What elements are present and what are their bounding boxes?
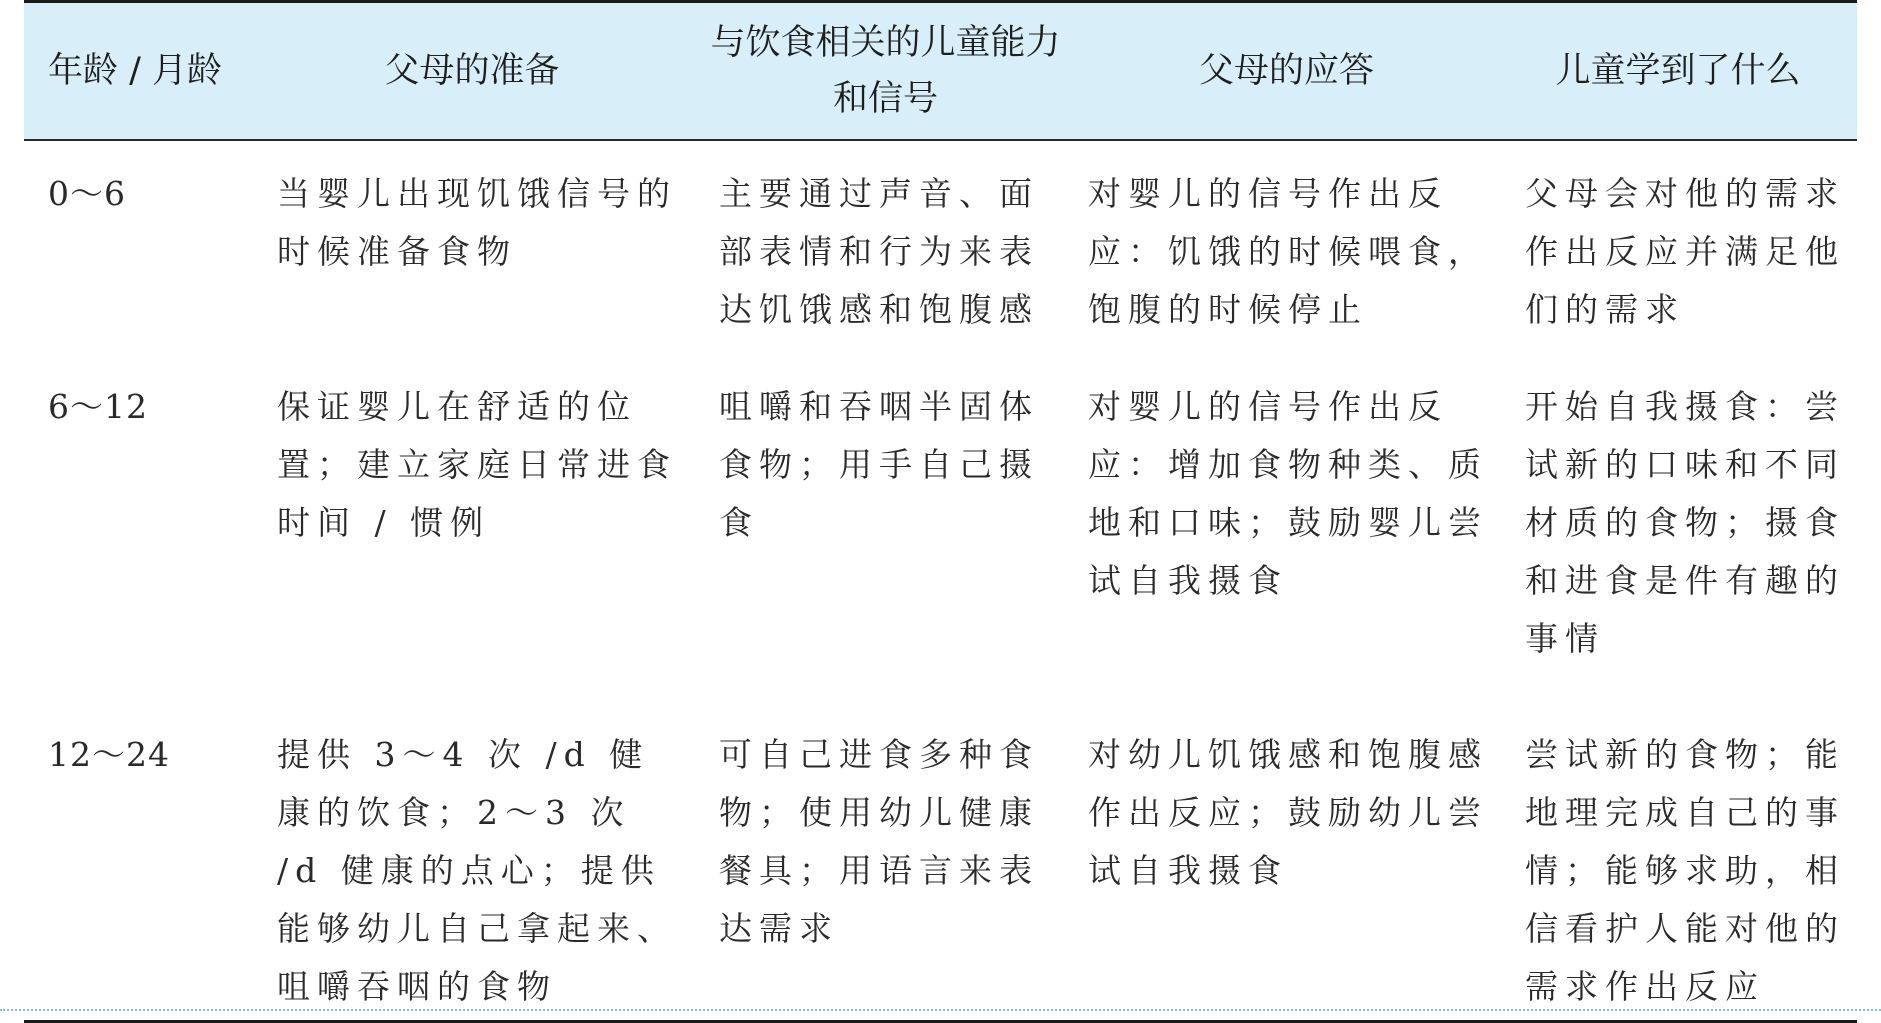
cell-parent-preparation: 保证婴儿在舒适的位置；建立家庭日常进食时间 / 惯例 [277,387,677,542]
table-row [24,698,1857,1020]
cell-age: 0～6 [48,174,126,213]
feeding-stages-table [24,3,1857,1020]
cell-parent-response: 对幼儿饥饿感和饱腹感作出反应；鼓励幼儿尝试自我摄食 [1088,735,1488,890]
cell-child-ability: 主要通过声音、面部表情和行为来表达饥饿感和饱腹感 [719,174,1039,329]
cell-parent-preparation: 当婴儿出现饥饿信号的时候准备食物 [277,174,677,271]
table-header-row [24,3,1857,140]
header-child-learns: 儿童学到了什么 [1499,3,1857,140]
table-row [24,140,1857,361]
cell-child-ability: 可自己进食多种食物；使用幼儿健康餐具；用语言来表达需求 [719,735,1039,948]
cell-parent-response: 对婴儿的信号作出反应：饥饿的时候喂食，饱腹的时候停止 [1088,174,1488,329]
cell-child-ability: 咀嚼和吞咽半固体食物；用手自己摄食 [719,387,1039,542]
feeding-table-container [24,0,1857,1023]
cell-child-learns: 尝试新的食物；能地理完成自己的事情；能够求助，相信看护人能对他的需求作出反应 [1525,735,1845,1006]
cell-child-learns: 父母会对他的需求作出反应并满足他们的需求 [1525,174,1845,329]
cell-parent-response: 对婴儿的信号作出反应：增加食物种类、质地和口味；鼓励婴儿尝试自我摄食 [1088,387,1488,600]
cell-child-learns: 开始自我摄食：尝试新的口味和不同材质的食物；摄食和进食是件有趣的事情 [1525,387,1845,658]
cell-age: 12～24 [48,735,170,774]
cell-age: 6～12 [48,387,148,426]
header-parent-preparation: 父母的准备 [247,3,697,140]
table-row [24,361,1857,698]
header-child-ability: 与饮食相关的儿童能力和信号 [697,3,1074,140]
cell-parent-preparation: 提供 3～4 次 /d 健康的饮食；2～3 次 /d 健康的点心；提供能够幼儿自己拿起来、咀嚼吞咽的食物 [277,735,677,1006]
header-age: 年龄 / 月龄 [24,3,247,140]
header-parent-response: 父母的应答 [1074,3,1499,140]
page-dotted-divider [0,1009,1881,1011]
